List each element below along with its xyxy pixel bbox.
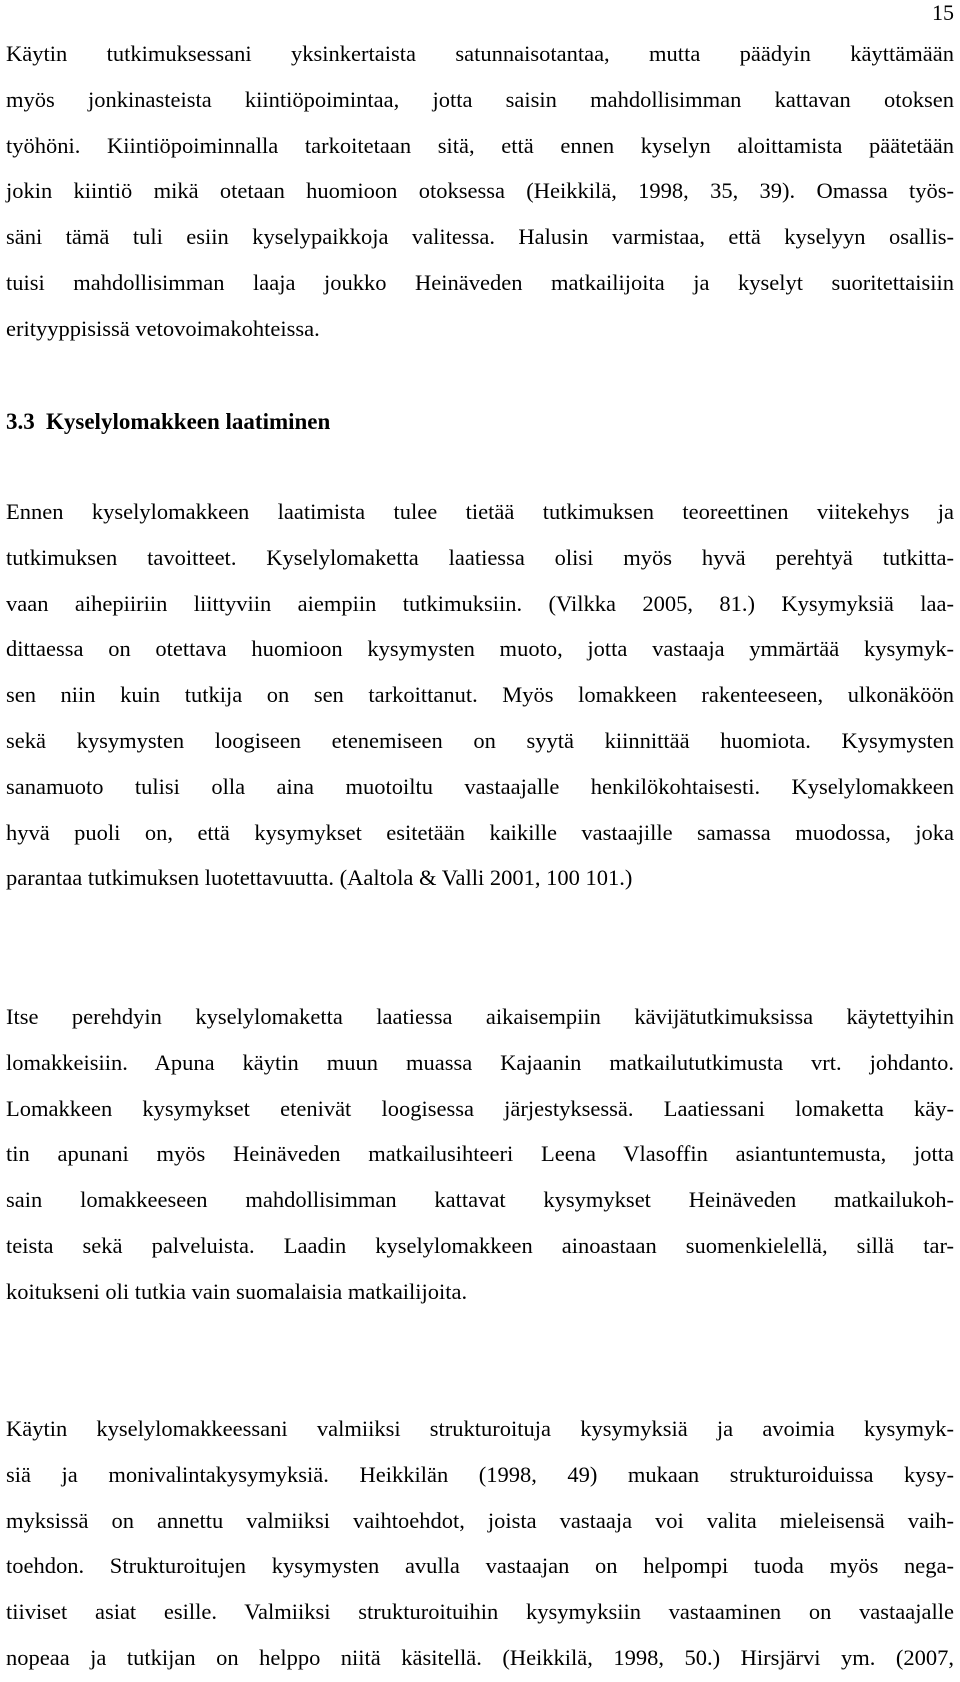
paragraph-line: hyvä puoli on, että kysymykset esitetään kaikille vastaajille samassa muodossa, joka	[6, 819, 954, 845]
paragraph-line: sen niin kuin tutkija on sen tarkoittanut. Myös lomakkeen rakenteeseen, ulkonäköön	[6, 682, 954, 708]
paragraph-line: erityyppisissä vetovoimakohteissa.	[6, 315, 320, 341]
paragraph-line: tiiviset asiat esille. Valmiiksi strukturoituihin kysymyksiin vastaaminen on vastaajalle	[6, 1599, 954, 1625]
paragraph-line: Itse perehdyin kyselylomaketta laatiessa aikaisempiin kävijätutkimuksissa käytettyihin	[6, 1004, 954, 1029]
paragraph-1	[6, 31, 954, 352]
page-number: 15	[932, 0, 954, 25]
paragraph-line: Käytin tutkimuksessani yksinkertaista satunnaisotantaa, mutta päädyin käyttämään	[6, 41, 954, 66]
paragraph-4	[6, 1406, 954, 1681]
paragraph-line: tin apunani myös Heinäveden matkailusihteeri Leena Vlasoffin asiantuntemusta, jotta	[6, 1141, 954, 1167]
paragraph-line: sain lomakkeeseen mahdollisimman kattavat kysymykset Heinäveden matkailukoh-	[6, 1187, 954, 1213]
section-number: 3.3	[6, 409, 35, 434]
paragraph-line: Käytin kyselylomakkeessani valmiiksi strukturoituja kysymyksiä ja avoimia kysymyk-	[6, 1416, 954, 1441]
paragraph-line: tutkimuksen tavoitteet. Kyselylomaketta laatiessa olisi myös hyvä perehtyä tutkitta-	[6, 544, 954, 570]
paragraph-line: Lomakkeen kysymykset etenivät loogisessa järjestyksessä. Laatiessani lomaketta käy-	[6, 1095, 954, 1121]
paragraph-line: toehdon. Strukturoitujen kysymysten avulla vastaajan on helpompi tuoda myös nega-	[6, 1553, 954, 1579]
paragraph-3	[6, 994, 954, 1315]
paragraph-line: siä ja monivalintakysymyksiä. Heikkilän (1998, 49) mukaan strukturoiduissa kysy-	[6, 1461, 954, 1487]
paragraph-line: Ennen kyselylomakkeen laatimista tulee tietää tutkimuksen teoreettinen viitekehys ja	[6, 499, 954, 524]
paragraph-line: sanamuoto tulisi olla aina muotoiltu vastaajalle henkilökohtaisesti. Kyselylomakkeen	[6, 773, 954, 799]
paragraph-line: tuisi mahdollisimman laaja joukko Heinäveden matkailijoita ja kyselyt suoritettaisiin	[6, 269, 954, 295]
paragraph-line: vaan aihepiiriin liittyviin aiempiin tutkimuksiin. (Vilkka 2005, 81.) Kysymyksiä laa-	[6, 590, 954, 616]
paragraph-line: myös jonkinasteista kiintiöpoimintaa, jotta saisin mahdollisimman kattavan otoksen	[6, 86, 954, 112]
paragraph-line: nopeaa ja tutkijan on helppo niitä käsitellä. (Heikkilä, 1998, 50.) Hirsjärvi ym. (2007,	[6, 1644, 954, 1670]
paragraph-line: teista sekä palveluista. Laadin kyselylomakkeen ainoastaan suomenkielellä, sillä tar-	[6, 1232, 954, 1258]
section-title: Kyselylomakkeen laatiminen	[46, 409, 331, 434]
paragraph-line: työhöni. Kiintiöpoiminnalla tarkoitetaan sitä, että ennen kyselyn aloittamista päätetään	[6, 132, 954, 158]
paragraph-2	[6, 489, 954, 901]
paragraph-line: säni tämä tuli esiin kyselypaikkoja valitessa. Halusin varmistaa, että kyselyyn osallis-	[6, 224, 954, 250]
paragraph-line: myksissä on annettu valmiiksi vaihtoehdot, joista vastaaja voi valita mieleisensä vaih-	[6, 1507, 954, 1533]
paragraph-line: jokin kiintiö mikä otetaan huomioon otoksessa (Heikkilä, 1998, 35, 39). Omassa työs-	[6, 178, 954, 204]
paragraph-line: sekä kysymysten loogiseen etenemiseen on syytä kiinnittää huomiota. Kysymysten	[6, 727, 954, 753]
paragraph-line: lomakkeisiin. Apuna käytin muun muassa Kajaanin matkailututkimusta vrt. johdanto.	[6, 1049, 954, 1075]
paragraph-line: koitukseni oli tutkia vain suomalaisia matkailijoita.	[6, 1278, 468, 1304]
section-heading	[6, 402, 330, 442]
paragraph-line: dittaessa on otettava huomioon kysymysten muoto, jotta vastaaja ymmärtää kysymyk-	[6, 636, 954, 662]
paragraph-line: parantaa tutkimuksen luotettavuutta. (Aaltola & Valli 2001, 100 101.)	[6, 865, 633, 891]
